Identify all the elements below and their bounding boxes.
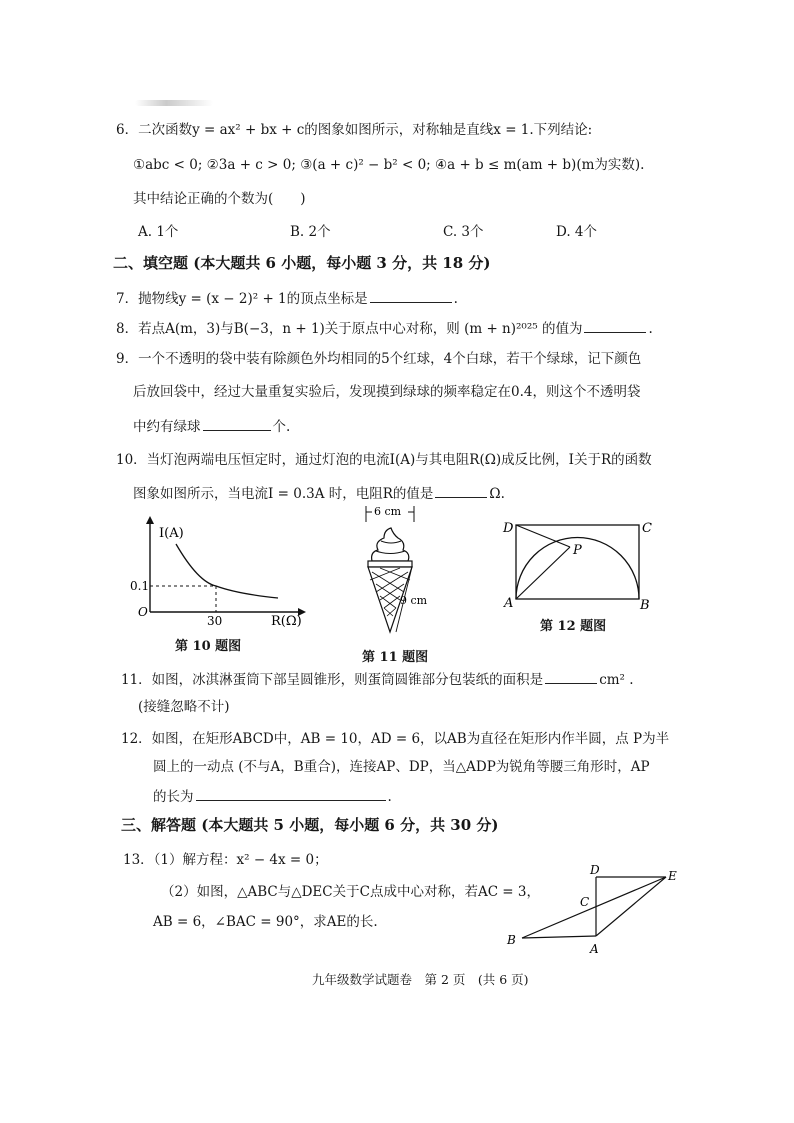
q11-line1-text: 11．如图，冰淇淋蛋筒下部呈圆锥形，则蛋筒圆锥部分包装纸的面积是 <box>121 672 544 688</box>
fig12-rect <box>516 525 639 599</box>
q7-end: . <box>453 291 458 307</box>
fig13-label-c: C <box>580 895 590 909</box>
section2-title: 二、填空题 (本大题共 6 小题，每小题 3 分，共 18 分) <box>113 254 491 272</box>
q8 <box>116 318 653 338</box>
fig10-curve <box>176 544 278 598</box>
q13-line2: （2）如图，△ABC与△DEC关于C点成中心对称，若AC = 3， <box>161 884 541 900</box>
fig13-triangles <box>500 860 690 960</box>
fig12-line-ap <box>516 547 570 599</box>
q11-line2: (接缝忽略不计) <box>138 699 230 715</box>
fig12-label-a: A <box>504 596 514 611</box>
q12-answer-blank[interactable] <box>196 786 386 801</box>
q12-line3-text: 的长为 <box>153 789 194 805</box>
section3-title: 三、解答题 (本大题共 5 小题，每小题 6 分，共 30 分) <box>121 816 499 834</box>
fig12-label-p: P <box>573 543 582 558</box>
fig12-label-b: B <box>640 598 650 613</box>
q10-line2 <box>133 483 505 503</box>
q6-line1: 6．二次函数y = ax² + bx + c的图象如图所示，对称轴是直线x = 1.下列结论: <box>116 122 593 138</box>
fig11-caption: 第 11 题图 <box>362 650 429 665</box>
q13-line1: 13．（1）解方程：x² − 4x = 0； <box>123 852 328 868</box>
fig12-label-c: C <box>642 521 652 536</box>
q12-line3 <box>153 786 392 806</box>
fig10-origin: O <box>138 605 148 619</box>
fig12-rectangle <box>500 517 660 613</box>
fig11-ice-cream <box>358 500 438 640</box>
q6-line3: 其中结论正确的个数为( ) <box>133 191 306 207</box>
fig11-top-dim: 6 cm <box>374 505 402 518</box>
fig13-label-d: D <box>590 863 600 877</box>
q6-option-a: A. 1个 <box>138 224 179 240</box>
fig12-label-d: D <box>503 521 514 536</box>
fig10-x-label: R(Ω) <box>271 614 302 629</box>
fig13-line-ba <box>522 936 596 938</box>
q11-answer-blank[interactable] <box>545 669 597 684</box>
q7-answer-blank[interactable] <box>370 288 452 303</box>
q8-text: 8．若点A(m，3)与B(−3，n + 1)关于原点中心对称，则 (m + n)²⁰²⁵ 的值为 <box>116 321 583 337</box>
fig11-side-dim: 9 cm <box>400 594 428 607</box>
fig13-line-be <box>522 877 666 938</box>
fig10-y-tick: 0.1 <box>130 579 150 593</box>
page-footer: 九年级数学试题卷 第 2 页 (共 6 页) <box>312 972 529 987</box>
fig11-cone-rim <box>368 561 412 567</box>
q9-line1: 9．一个不透明的袋中装有除颜色外均相同的5个红球，4个白球，若干个绿球，记下颜色 <box>116 351 642 367</box>
fig12-caption: 第 12 题图 <box>540 619 607 634</box>
q10-end: Ω. <box>489 486 505 502</box>
q6-option-d: D. 4个 <box>556 224 598 240</box>
q10-answer-blank[interactable] <box>435 483 487 498</box>
q11-line1 <box>121 669 634 689</box>
fig13-label-a: A <box>590 942 599 956</box>
fig13-line-ae <box>596 877 666 936</box>
q13-line3: AB = 6，∠BAC = 90°，求AE的长. <box>153 914 378 930</box>
q12-line1: 12．如图，在矩形ABCD中，AB = 10，AD = 6，以AB为直径在矩形内作半圆，点 P为半 <box>121 731 670 747</box>
q11-end: cm² . <box>599 672 634 688</box>
fig10-y-label: I(A) <box>159 526 184 541</box>
q6-line2: ①abc < 0; ②3a + c > 0; ③(a + c)² − b² < 0; ④a + b ≤ m(am + b)(m为实数). <box>133 157 645 173</box>
q8-answer-blank[interactable] <box>584 318 646 333</box>
fig10-graph <box>128 512 313 632</box>
fig10-x-tick: 30 <box>207 614 223 628</box>
scan-smudge <box>135 100 213 106</box>
q7-text: 7．抛物线y = (x − 2)² + 1的顶点坐标是 <box>116 291 368 307</box>
q9-end: 个. <box>272 419 291 435</box>
q8-end: . <box>648 321 653 337</box>
fig11-cream <box>372 528 409 561</box>
q9-line3-text: 中约有绿球 <box>133 419 201 435</box>
fig10-caption: 第 10 题图 <box>175 639 242 654</box>
q6-option-b: B. 2个 <box>290 224 331 240</box>
q10-line1: 10．当灯泡两端电压恒定时，通过灯泡的电流I(A)与其电阻R(Ω)成反比例，I关于R的函数 <box>116 452 652 468</box>
fig13-label-e: E <box>668 869 677 883</box>
q9-line2: 后放回袋中，经过大量重复实验后，发现摸到绿球的频率稳定在0.4，则这个不透明袋 <box>133 384 641 400</box>
q12-end: . <box>387 789 392 805</box>
fig12-line-dp <box>516 525 570 547</box>
q12-line2: 圆上的一动点 (不与A，B重合)，连接AP、DP，当△ADP为锐角等腰三角形时，AP <box>153 759 650 775</box>
fig13-label-b: B <box>507 933 516 947</box>
q10-line2-text: 图象如图所示，当电流I = 0.3A 时，电阻R的值是 <box>133 486 434 502</box>
q9-answer-blank[interactable] <box>203 416 271 431</box>
q7 <box>116 288 458 308</box>
q6-option-c: C. 3个 <box>443 224 484 240</box>
fig10-y-arrow <box>146 516 154 524</box>
q9-line3 <box>133 416 290 436</box>
